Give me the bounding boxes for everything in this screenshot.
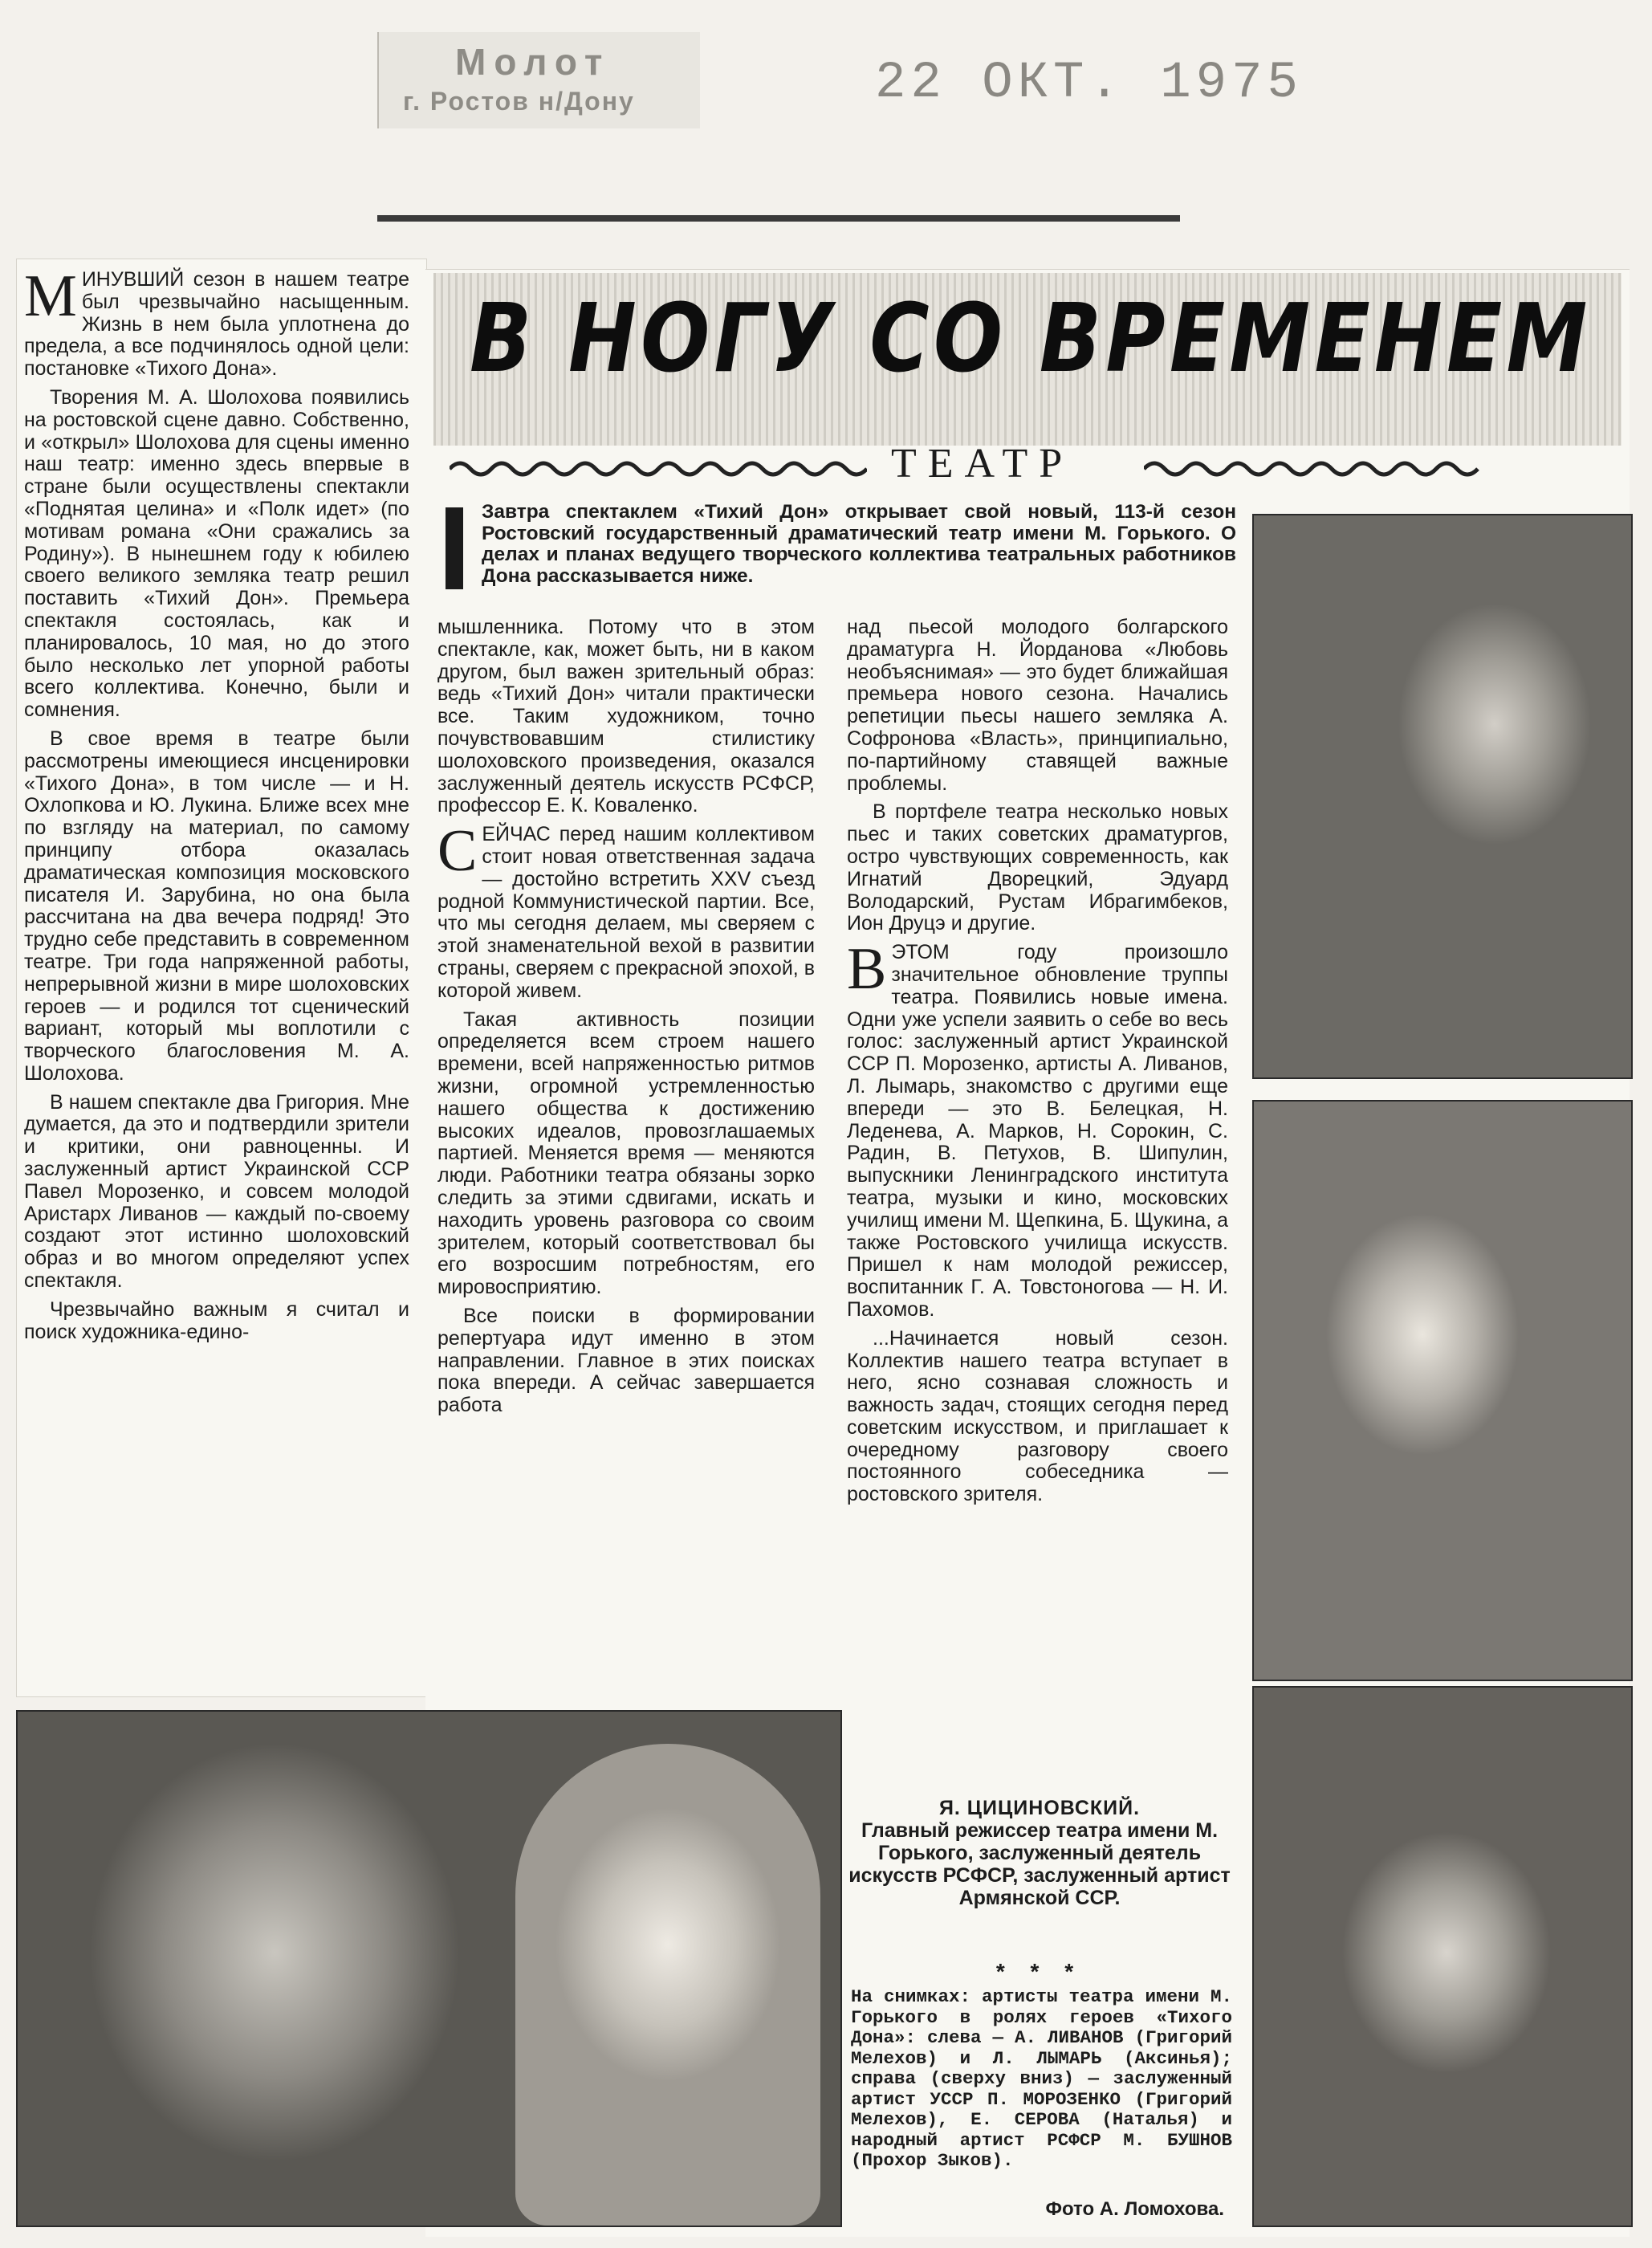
newspaper-stamp [377, 32, 700, 128]
paragraph: ВЭТОМ году произошло значительное обновление труппы театра. Появились новые имена. Одни уже успели заявить о себе во весь голос: заслуженный артист Украинской ССР П. Морозенко, артисты А. Ливанов, Л. Лымарь, знакомство с другими еще впереди — это В. Белецкая, Н. Леденева, А. Марков, Н. Сорокин, С. Радин, В. Петухов, В. Шипулин, выпускники Ленинградского института театра, музыки и кино, московских училищ имени М. Щепкина, Б. Щукина, а также Ростовского училища искусств. Пришел к нам молодой режиссер, воспитанник Г. А. Товстоногова — Н. И. Пахомов. [847, 936, 1228, 1321]
stamp-city: г. Ростов н/Дону [403, 87, 635, 116]
author-signature [847, 1797, 1232, 1909]
author-title: Главный режиссер театра имени М. Горького, заслуженный деятель искусств РСФСР, заслуженный артист Армянской ССР. [848, 1819, 1231, 1909]
article-column-3 [847, 617, 1228, 1513]
photo-credit: Фото А. Ломохова. [1045, 2198, 1224, 2220]
stamp-paper-name: Молот [455, 41, 611, 83]
headline: В НОГУ СО ВРЕМЕНЕМ [470, 283, 1592, 393]
photo-figure-actress [515, 1744, 820, 2226]
stamp-date: 22 ОКТ. 1975 [875, 55, 1303, 112]
paragraph: Творения М. А. Шолохова появились на ростовской сцене давно. Собственно, и «открыл» Шолохова для сцены именно наш театр: именно здесь впервые в стране были осуществлены спектакли «Поднятая целина» и «Полк идет» (по мотивам романа «Они сражались за Родину»). В нынешнем году к юбилею своего великого земляка театр решил поставить «Тихий Дон». Премьера спектакля состоялась, как и планировалось, 10 мая, но до этого было несколько лет упорной работы всего коллектива. Конечно, были и сомнения. [24, 385, 409, 722]
paragraph: В нашем спектакле два Григория. Мне думается, да это и подтвердили зрители и критики, они равноценны. И заслуженный артист Украинской ССР Павел Морозенко, и совсем молодой Аристарх Ливанов — каждый по-своему создают этот истинно шолоховский образ и во многом определяют успех спектакля. [24, 1090, 409, 1293]
paragraph: над пьесой молодого болгарского драматурга Н. Йорданова «Любовь необъяснимая» — это будет ближайшая премьера нового сезона. Начались репетиции пьесы нашего земляка А. Софронова «Власть», принципиально, по-партийному ставящей важные проблемы. [847, 616, 1228, 795]
rubric-ornament-left [450, 458, 867, 480]
paragraph: Все поиски в формировании репертуара идут именно в этом направлении. Главное в этих поисках пока впереди. А сейчас завершается работа [437, 1304, 815, 1417]
rubric-ornament-right [1144, 458, 1481, 480]
paragraph: Чрезвычайно важным я считал и поиск художника-едино- [24, 1297, 409, 1343]
paragraph: МИНУВШИЙ сезон в нашем театре был чрезвычайно насыщенным. Жизнь в нем была уплотнена до предела, а все подчинялось одной цели: постановке «Тихого Дона». [24, 263, 409, 381]
paragraph: СЕЙЧАС перед нашим коллективом стоит новая ответственная задача — достойно встретить XXV съезд родной Коммунистической партии. Все, что мы сегодня делаем, мы сверяем с этой знаменательной вехой в развитии страны, сверяем с прекрасной эпохой, в которой живем. [437, 818, 815, 1002]
drop-cap: М [24, 263, 77, 329]
photo-caption: На снимках: артисты театра имени М. Горького в ролях героев «Тихого Дона»: слева — А. ЛИВАНОВ (Григорий Мелехов) и Л. ЛЫМАРЬ (Аксинья); справа (сверху вниз) — заслуженный артист УССР П. МОРОЗЕНКО (Григорий Мелехов), Е. СЕРОВА (Наталья) и народный артист РСФСР М. БУШНОВ (Прохор Зыков). [851, 1986, 1232, 2171]
drop-cap: С [437, 818, 478, 885]
paragraph: В свое время в театре были рассмотрены имеющиеся инсценировки «Тихого Дона», в том числе — и Н. Охлопкова и Ю. Лукина. Ближе всех мне по взгляду на материал, по самому принципу отбора оказалась драматическая композиция московского писателя И. Зарубина, но она была рассчитана на два вечера подряд! Это трудно себе представить в современном театре. Три года напряженной работы, непрерывной жизни в мире шолоховских героев — и родился тот сценический вариант, который мы воплотили с творческого благословения М. А. Шолохова. [24, 727, 409, 1085]
drop-cap: В [847, 936, 887, 1003]
photo-serova [1252, 1100, 1633, 1681]
rubric-label: ТЕАТР [891, 441, 1074, 487]
lead-paragraph: Завтра спектаклем «Тихий Дон» открывает свой новый, 113-й сезон Ростовский государственный драматический театр имени М. Горького. О делах и планах ведущего творческого коллектива театральных работников Дона рассказывается ниже. [482, 501, 1236, 587]
article-column-1 [24, 263, 409, 1350]
paragraph: В портфеле театра несколько новых пьес и таких советских драматургов, остро чувствующих современность, как Игнатий Дворецкий, Эдуард Володарский, Рустам Ибрагимбеков, Ион Друцэ и другие. [847, 800, 1228, 935]
paragraph: мышленника. Потому что в этом спектакле, как, может быть, ни в каком другом, был важен зрительный образ: ведь «Тихий Дон» читали практически все. Таким художником, точно почувствовавшим стилистику шолоховского произведения, оказался заслуженный деятель искусств РСФСР, профессор Е. К. Коваленко. [437, 616, 815, 817]
top-rule [377, 215, 1180, 222]
article-column-2 [437, 617, 815, 1423]
separator-stars: * * * [995, 1959, 1084, 1984]
paragraph: ...Начинается новый сезон. Коллектив нашего театра вступает в него, ясно сознавая сложность и важность задач, стоящих сегодня перед советским искусством, и приглашает к очередному разговору своего постоянного собеседника — ростовского зрителя. [847, 1326, 1228, 1506]
photo-livanov-lymar [16, 1710, 842, 2227]
photo-morozenko [1252, 514, 1633, 1079]
paragraph: Такая активность позиции определяется всем строем нашего времени, всей напряженностью ритмов жизни, огромной устремленностью нашего общества к достижению высоких идеалов, провозглашаемых партией. Меняется время — меняются люди. Работники театра обязаны зорко следить за этими сдвигами, искать и находить уровень разговора со своим зрителем, который соответствовал бы его возросшим потребностям, его мировосприятию. [437, 1008, 815, 1299]
author-name: Я. ЦИЦИНОВСКИЙ. [938, 1797, 1141, 1819]
lead-initial-bar [446, 507, 463, 589]
photo-bushnov [1252, 1686, 1633, 2227]
